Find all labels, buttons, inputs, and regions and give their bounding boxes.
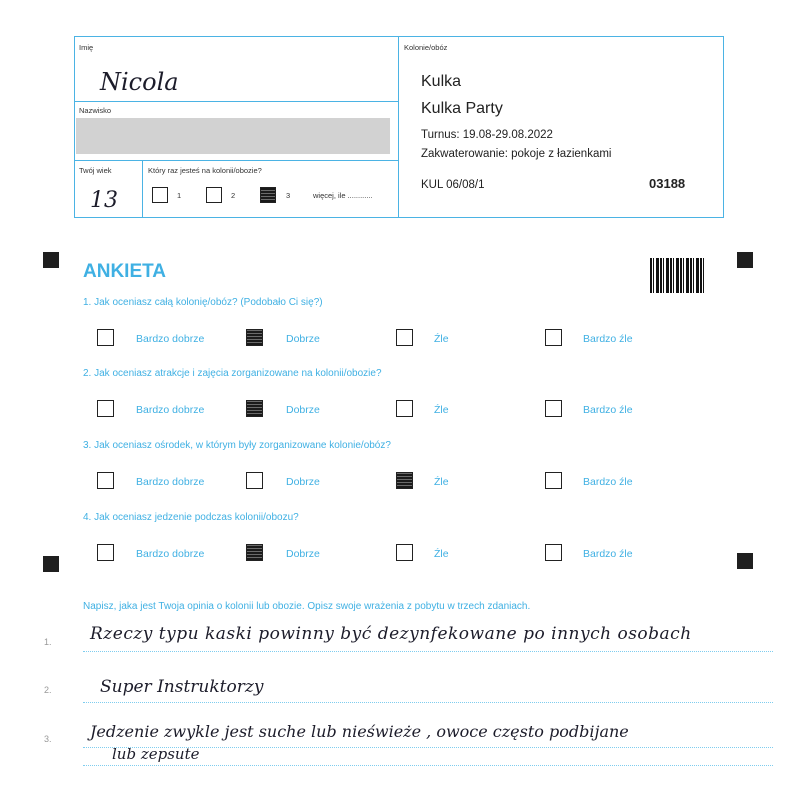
q4-option-bardzo-zle-label: Bardzo źle: [583, 548, 633, 560]
surname-label: Nazwisko: [79, 106, 112, 115]
opinion-line-number-2: 2.: [44, 685, 52, 695]
q4-option-bardzo-dobrze-checkbox[interactable]: [97, 544, 114, 561]
opinion-line-number-3: 3.: [44, 734, 52, 744]
surname-redacted: [76, 118, 390, 154]
survey-title: ANKIETA: [83, 261, 167, 282]
opinion-dotted-line-2: [83, 702, 773, 703]
camp-subname: Kulka Party: [421, 100, 503, 117]
header-divider-name: [74, 101, 399, 102]
age-label: Twój wiek: [79, 166, 112, 175]
q4-option-bardzo-zle-checkbox[interactable]: [545, 544, 562, 561]
registration-marker-bottom-right: [737, 553, 753, 569]
times-more: więcej, ile ............: [313, 191, 373, 200]
opinion-answer-3: Jedzenie zwykle jest suche lub nieświeże , owoce często podbijane: [90, 722, 629, 741]
registration-marker-bottom-left: [43, 556, 59, 572]
times-label: Który raz jesteś na kolonii/obozie?: [148, 166, 262, 175]
q1-option-bardzo-dobrze-checkbox[interactable]: [97, 329, 114, 346]
q1-option-zle-checkbox[interactable]: [396, 329, 413, 346]
opinion-answer-2: Super Instruktorzy: [100, 677, 264, 697]
accommodation: Zakwaterowanie: pokoje z łazienkami: [421, 148, 612, 160]
name-value: Nicola: [100, 68, 179, 96]
q4-option-zle-checkbox[interactable]: [396, 544, 413, 561]
q1-option-zle-label: Źle: [434, 333, 449, 345]
turnus: Turnus: 19.08-29.08.2022: [421, 129, 553, 141]
opinion-dotted-line-1: [83, 651, 773, 652]
opinion-prompt: Napisz, jaka jest Twoja opinia o kolonii lub obozie. Opisz swoje wrażenia z pobytu w trzech zdaniach.: [83, 601, 531, 612]
header-divider-age-v: [142, 160, 143, 217]
barcode: [650, 258, 706, 293]
q3-option-zle-checkbox[interactable]: [396, 472, 413, 489]
times-checkbox-3[interactable]: [260, 187, 276, 203]
q4-option-dobrze-checkbox[interactable]: [246, 544, 263, 561]
q2-option-bardzo-dobrze-label: Bardzo dobrze: [136, 404, 205, 416]
q1-option-dobrze-checkbox[interactable]: [246, 329, 263, 346]
registration-marker-top-left: [43, 252, 59, 268]
header-divider-vertical: [398, 36, 399, 217]
q2-option-bardzo-dobrze-checkbox[interactable]: [97, 400, 114, 417]
q2-option-dobrze-label: Dobrze: [286, 404, 320, 416]
q3-option-bardzo-zle-checkbox[interactable]: [545, 472, 562, 489]
q2-option-bardzo-zle-label: Bardzo źle: [583, 404, 633, 416]
opinion-answer-1: Rzeczy typu kaski powinny być dezynfekowane po innych osobach: [90, 624, 692, 644]
q1-option-bardzo-zle-checkbox[interactable]: [545, 329, 562, 346]
camp-name: Kulka: [421, 73, 462, 90]
times-checkbox-1[interactable]: [152, 187, 168, 203]
q3-option-bardzo-dobrze-label: Bardzo dobrze: [136, 476, 205, 488]
q3-option-dobrze-checkbox[interactable]: [246, 472, 263, 489]
age-value: 13: [90, 188, 118, 213]
q1-option-bardzo-dobrze-label: Bardzo dobrze: [136, 333, 205, 345]
q4-option-zle-label: Źle: [434, 548, 449, 560]
q2-option-bardzo-zle-checkbox[interactable]: [545, 400, 562, 417]
question-3: 3. Jak oceniasz ośrodek, w którym były zorganizowane kolonie/obóz?: [83, 440, 391, 451]
q3-option-zle-label: Źle: [434, 476, 449, 488]
registration-marker-top-right: [737, 252, 753, 268]
header-divider-age: [74, 160, 399, 161]
q2-option-zle-checkbox[interactable]: [396, 400, 413, 417]
question-1: 1. Jak oceniasz całą kolonię/obóz? (Podobało Ci się?): [83, 297, 323, 308]
q4-option-bardzo-dobrze-label: Bardzo dobrze: [136, 548, 205, 560]
times-option-1: 1: [177, 191, 182, 200]
q1-option-dobrze-label: Dobrze: [286, 333, 320, 345]
times-checkbox-2[interactable]: [206, 187, 222, 203]
question-2: 2. Jak oceniasz atrakcje i zajęcia zorganizowane na kolonii/obozie?: [83, 368, 382, 379]
times-option-3: 3: [286, 191, 291, 200]
q3-option-dobrze-label: Dobrze: [286, 476, 320, 488]
opinion-line-number-1: 1.: [44, 637, 52, 647]
form-number: 03188: [649, 176, 686, 191]
q3-option-bardzo-zle-label: Bardzo źle: [583, 476, 633, 488]
q4-option-dobrze-label: Dobrze: [286, 548, 320, 560]
times-option-2: 2: [231, 191, 236, 200]
question-4: 4. Jak oceniasz jedzenie podczas kolonii/obozu?: [83, 512, 299, 523]
camp-label: Kolonie/obóz: [404, 43, 448, 52]
opinion-answer-3-continued: lub zepsute: [112, 745, 200, 763]
q2-option-dobrze-checkbox[interactable]: [246, 400, 263, 417]
q2-option-zle-label: Źle: [434, 404, 449, 416]
camp-code: KUL 06/08/1: [421, 179, 485, 191]
q3-option-bardzo-dobrze-checkbox[interactable]: [97, 472, 114, 489]
opinion-dotted-line-4: [83, 765, 773, 766]
q1-option-bardzo-zle-label: Bardzo źle: [583, 333, 633, 345]
name-label: Imię: [79, 43, 94, 52]
